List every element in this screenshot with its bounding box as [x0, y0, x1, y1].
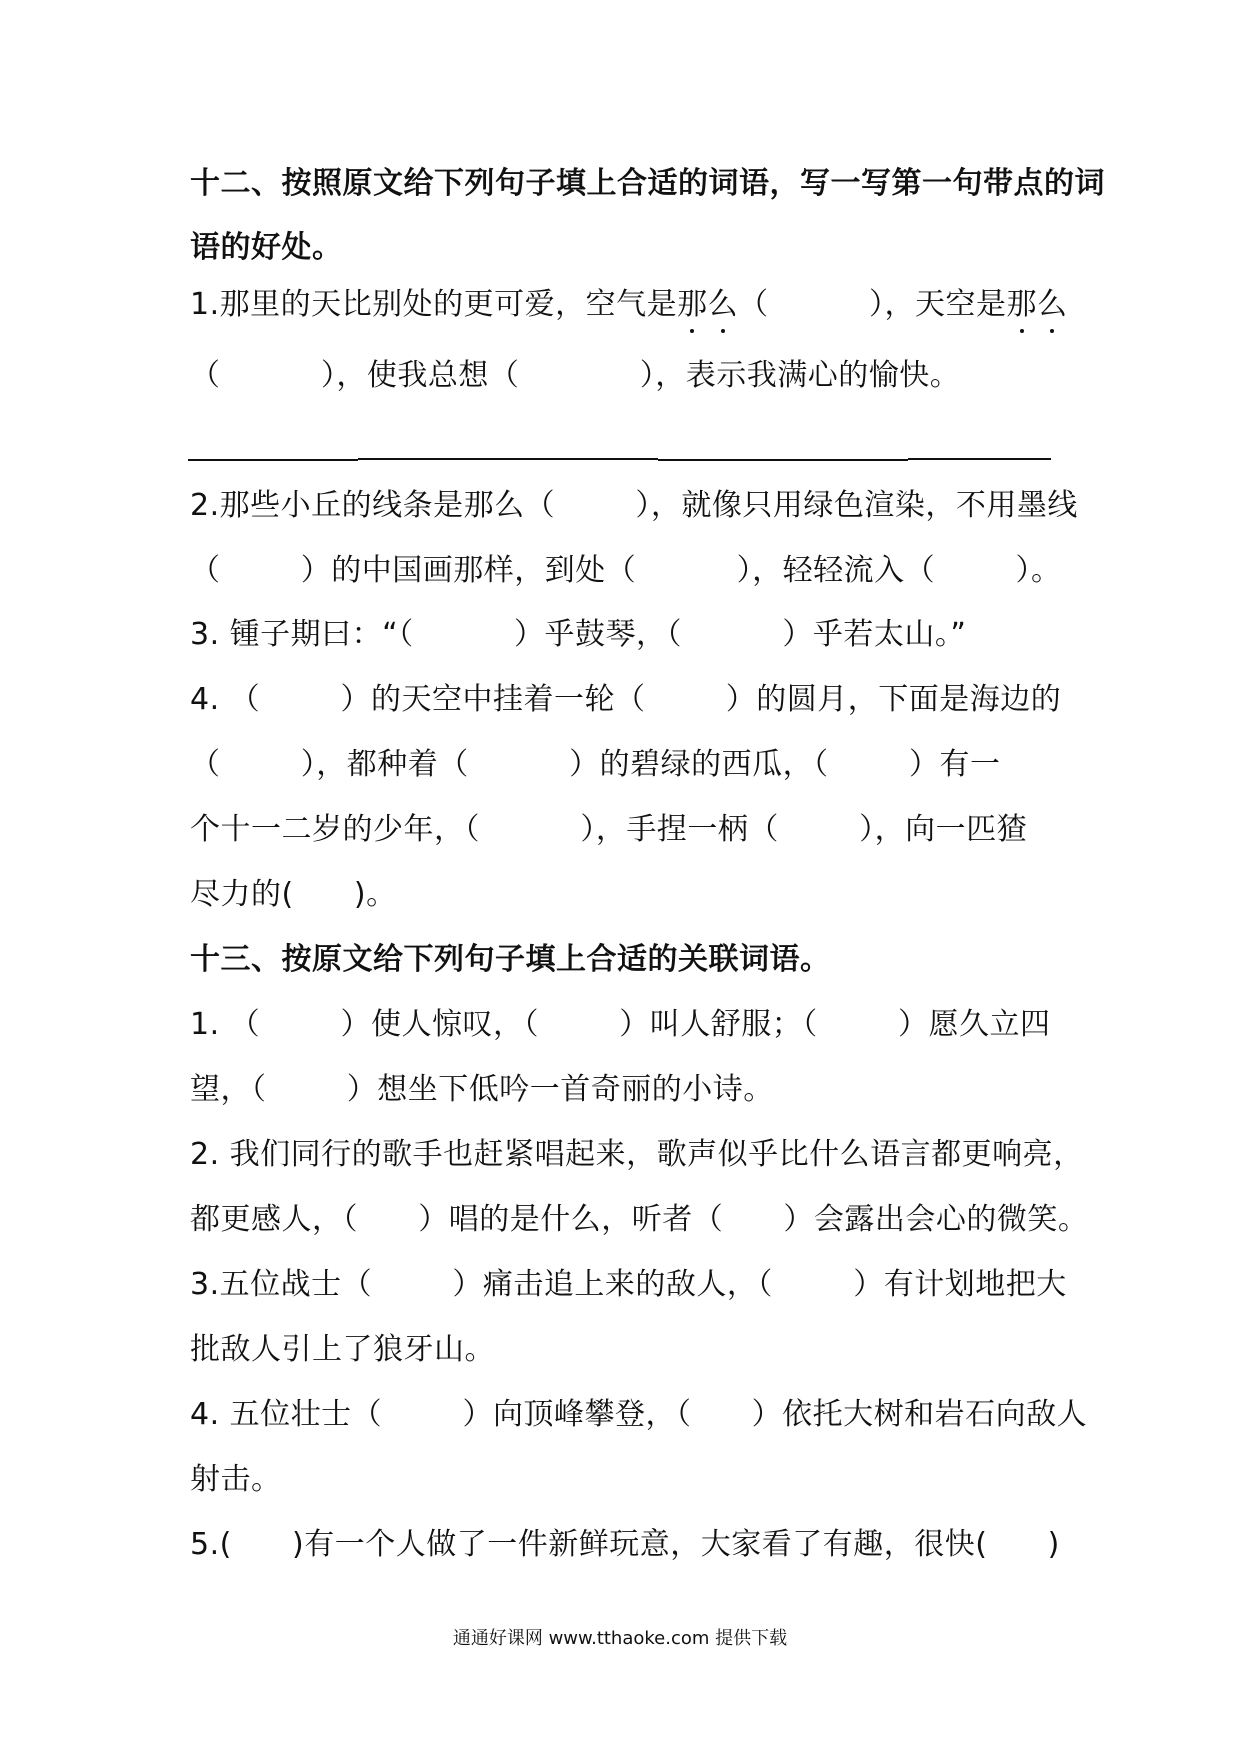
answer-line-segment[interactable]: [188, 459, 358, 461]
footer-credit: 通通好课网 www.tthaoke.com 提供下载: [452, 1628, 788, 1649]
question-13-4-line-1: 4. 五位壮士（ ）向顶峰攀登，（ ）依托大树和岩石向敌人: [190, 1397, 1088, 1432]
question-12-3-line-1: 3. 锺子期曰：“（ ）乎鼓琴，（ ）乎若太山。”: [190, 617, 967, 652]
question-12-1-line-1: [190, 285, 1068, 325]
question-13-5-line-1: 5.( )有一个人做了一件新鲜玩意，大家看了有趣，很快( ): [190, 1527, 1060, 1562]
dotted-character: 么: [1037, 285, 1068, 325]
question-12-4-line-3: 个十一二岁的少年，（ ），手捏一柄（ ），向一匹猹: [190, 812, 1028, 847]
question-12-4-line-2: （ ），都种着（ ）的碧绿的西瓜，（ ）有一: [190, 747, 1001, 782]
dotted-character: 那: [677, 285, 708, 325]
question-13-2-line-1: 2. 我们同行的歌手也赶紧唱起来，歌声似乎比什么语言都更响亮，: [190, 1137, 1084, 1172]
question-13-3-line-1: 3.五位战士（ ）痛击追上来的敌人，（ ）有计划地把大: [190, 1267, 1067, 1302]
question-12-1-text-b: （ ），天空是: [738, 287, 1007, 322]
question-12-2-line-2: （ ）的中国画那样，到处（ ），轻轻流入（ ）。: [190, 553, 1062, 588]
dotted-character: 那: [1007, 285, 1038, 325]
question-13-4-line-2: 射击。: [190, 1462, 282, 1497]
answer-line-segment[interactable]: [908, 458, 1051, 460]
section-13-heading: 十三、按原文给下列句子填上合适的关联词语。: [190, 942, 831, 977]
question-12-1-text-a: 1.那里的天比别处的更可爱，空气是: [190, 287, 678, 322]
question-13-1-line-2: 望，（ ）想坐下低吟一首奇丽的小诗。: [190, 1072, 774, 1107]
section-12-heading-line-2: 语的好处。: [190, 230, 343, 265]
section-12-heading-line-1: 十二、按照原文给下列句子填上合适的词语，写一写第一句带点的词: [190, 166, 1105, 201]
question-12-1-line-2: （ ），使我总想（ ），表示我满心的愉快。: [190, 358, 961, 393]
question-12-2-line-1: 2.那些小丘的线条是那么（ ），就像只用绿色渲染，不用墨线: [190, 488, 1078, 523]
question-13-3-line-2: 批敌人引上了狼牙山。: [190, 1332, 495, 1367]
question-12-4-line-1: 4. （ ）的天空中挂着一轮（ ）的圆月，下面是海边的: [190, 682, 1062, 717]
question-13-1-line-1: 1. （ ）使人惊叹，（ ）叫人舒服；（ ）愿久立四: [190, 1007, 1051, 1042]
answer-line-segment[interactable]: [658, 459, 908, 461]
answer-line-segment[interactable]: [358, 458, 658, 460]
question-12-4-line-4: 尽力的( )。: [190, 877, 397, 912]
question-13-2-line-2: 都更感人，（ ）唱的是什么，听者（ ）会露出会心的微笑。: [190, 1202, 1089, 1237]
dotted-character: 么: [708, 285, 739, 325]
